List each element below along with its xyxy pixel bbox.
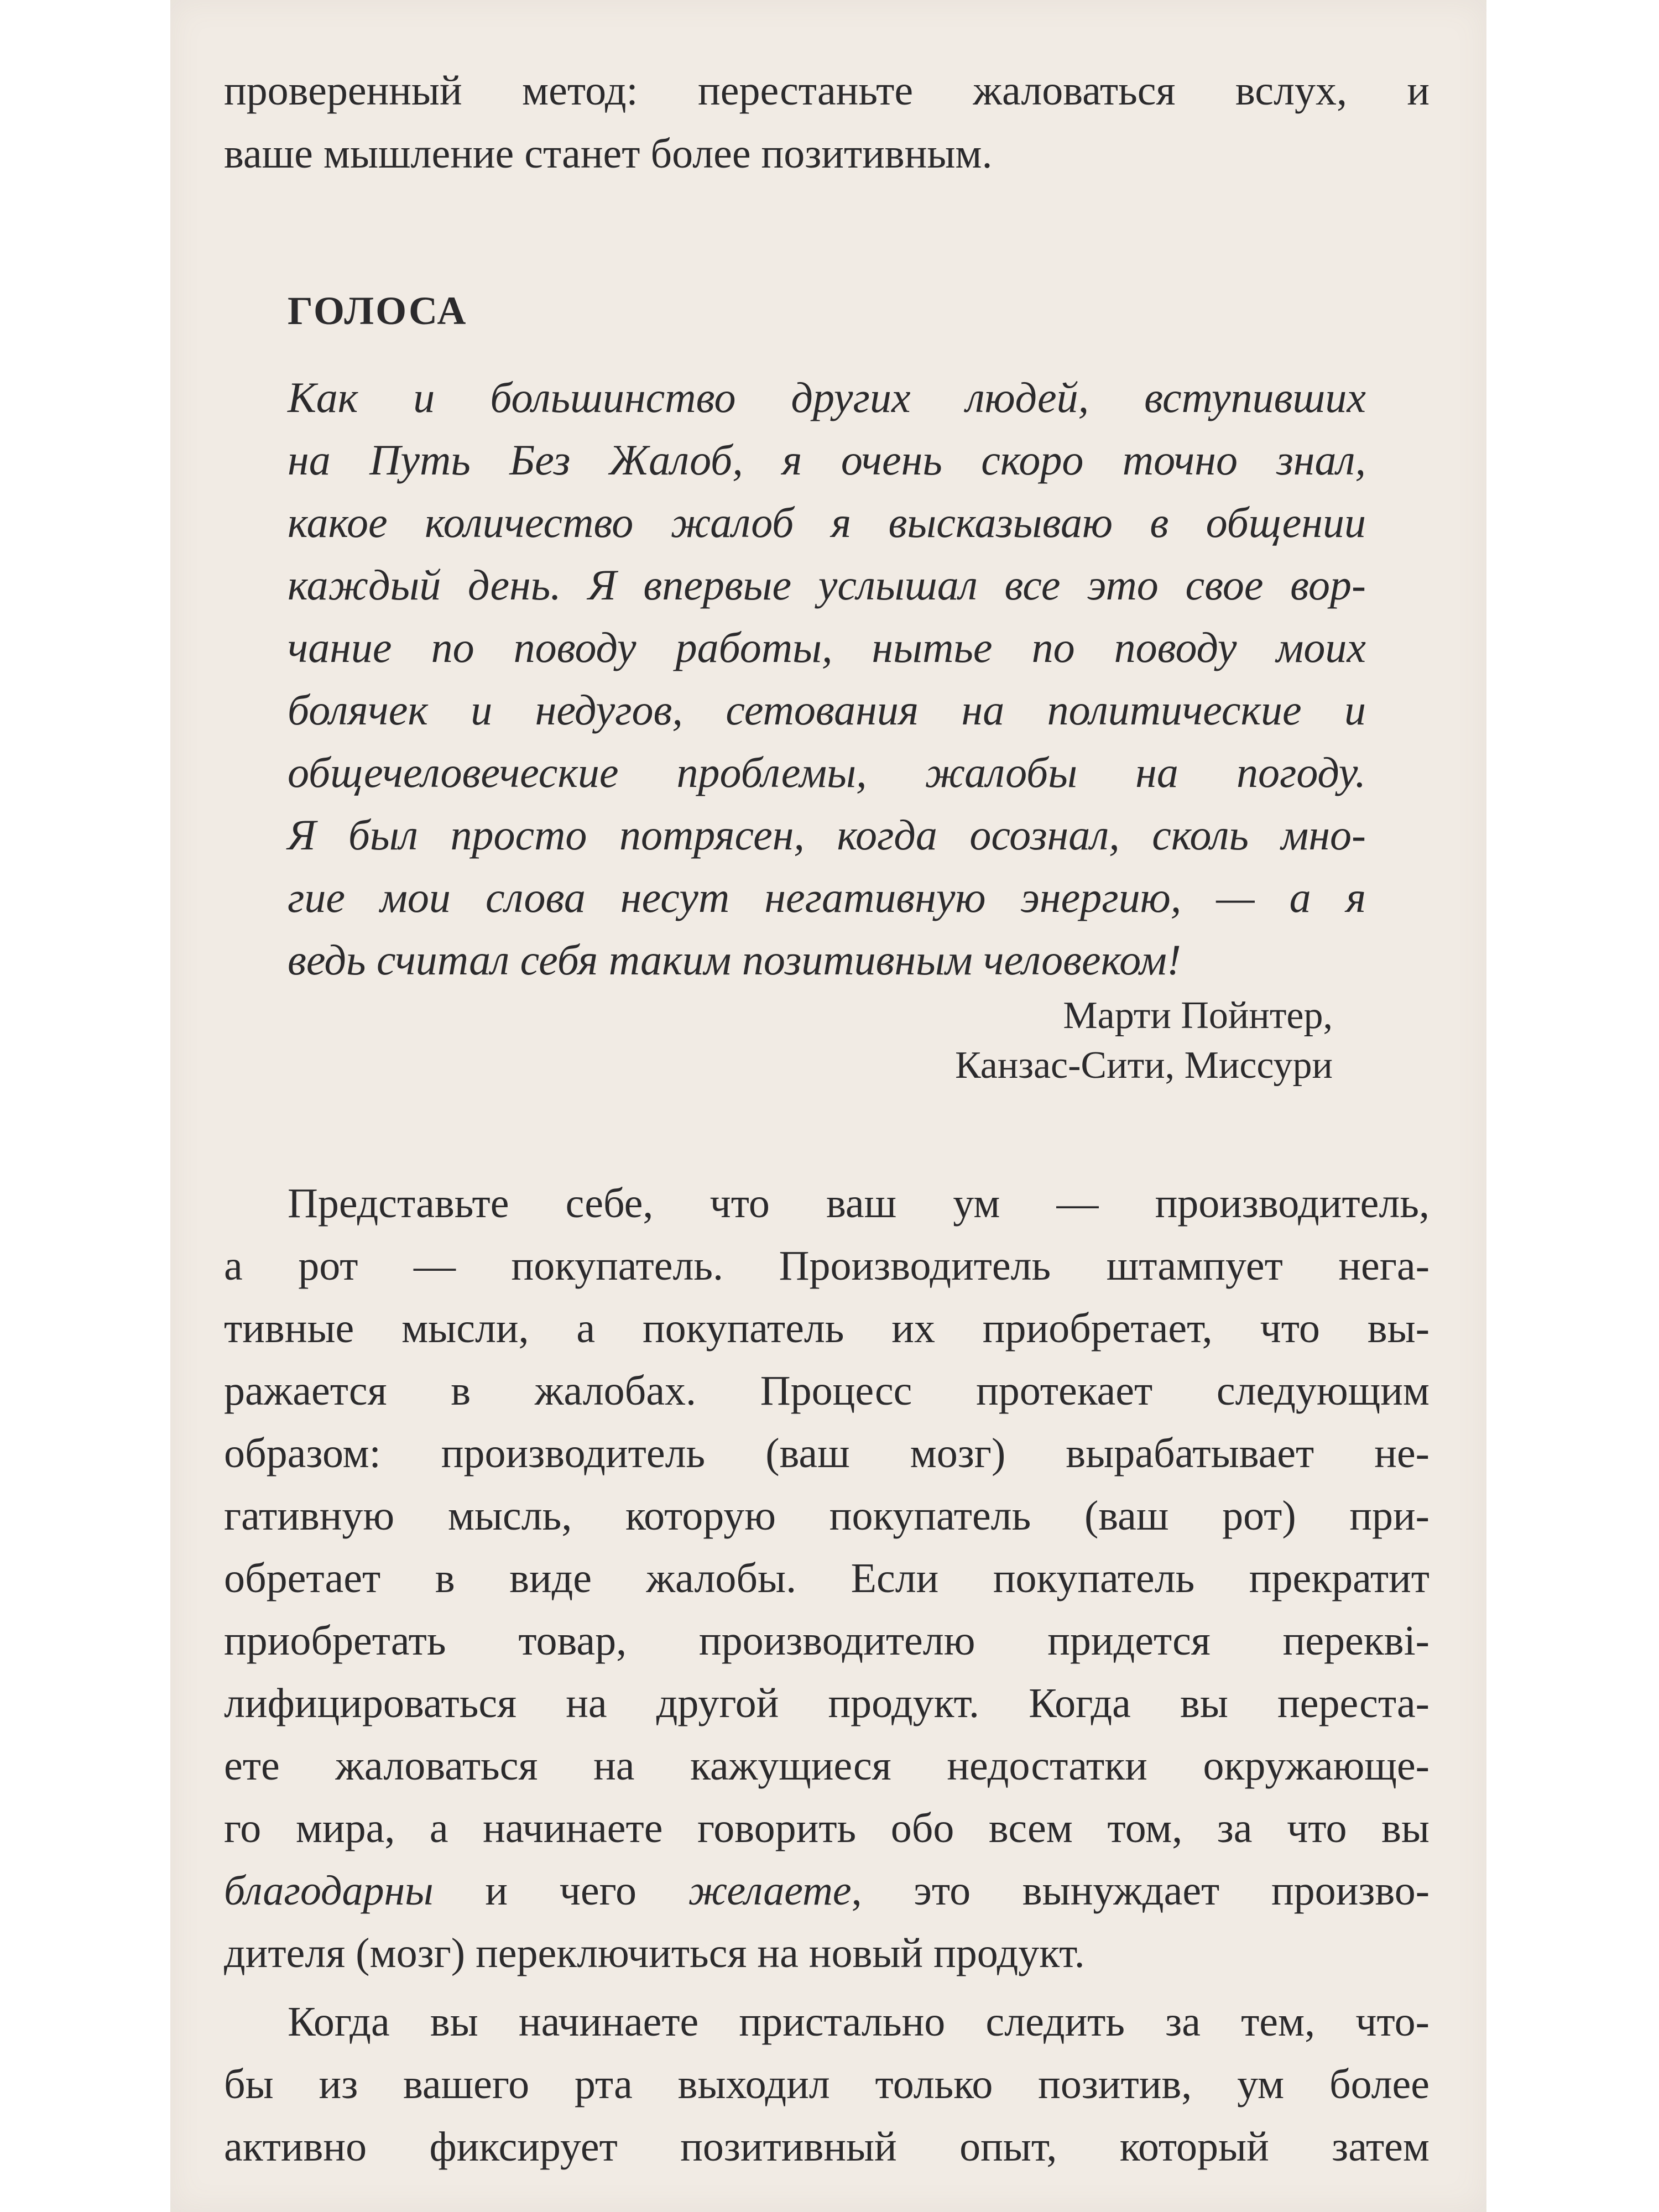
text-line: тивные мысли, а покупатель их приобретает, что вы- <box>224 1305 1430 1352</box>
text-line: проверенный метод: перестаньте жаловаться вслух, и <box>224 67 1430 114</box>
quote-line: Я был просто потрясен, когда осознал, сколь мно- <box>288 811 1366 859</box>
text-line: бы из вашего рта выходил только позитив, ум более <box>224 2061 1430 2107</box>
text-line: образом: производитель (ваш мозг) вырабатывает не- <box>224 1430 1430 1477</box>
text-line: дителя (мозг) переключиться на новый продукт. <box>224 1930 1085 1976</box>
quote-line: болячек и недугов, сетования на политические и <box>288 686 1366 734</box>
text-line: ваше мышление станет более позитивным. <box>224 131 993 177</box>
quote-line: гие мои слова несут негативную энергию, — а я <box>288 873 1366 921</box>
text-line: Представьте себе, что ваш ум — производитель, <box>288 1180 1430 1227</box>
attribution-name: Марти Пойнтер, <box>1063 994 1333 1037</box>
text-line: а рот — покупатель. Производитель штампует нега- <box>224 1243 1430 1289</box>
text-line: ете жаловаться на кажущиеся недостатки окружающе- <box>224 1743 1430 1789</box>
quote-line: общечеловеческие проблемы, жалобы на погоду. <box>288 748 1366 796</box>
quote-line: какое количество жалоб я высказываю в общении <box>288 498 1366 546</box>
quote-line: каждый день. Я впервые услышал все это свое вор- <box>288 561 1366 609</box>
attribution-place: Канзас-Сити, Миссури <box>955 1044 1333 1087</box>
quote-line: на Путь Без Жалоб, я очень скоро точно знал, <box>288 436 1366 484</box>
text-line: лифицироваться на другой продукт. Когда вы переста- <box>224 1680 1430 1726</box>
text-fragment: и чего <box>433 1867 688 1914</box>
text-line: гативную мысль, которую покупатель (ваш рот) при- <box>224 1493 1430 1539</box>
text-line: активно фиксирует позитивный опыт, который затем <box>224 2124 1430 2170</box>
quote-line: Как и большинство других людей, вступивших <box>288 373 1366 421</box>
emphasized-word: желаете <box>688 1867 852 1914</box>
quote-line: чание по поводу работы, нытье по поводу моих <box>288 623 1366 671</box>
text-line: ражается в жалобах. Процесс протекает следующим <box>224 1368 1430 1414</box>
quote-line: ведь считал себя таким позитивным человеком! <box>288 936 1181 984</box>
text-line: обретает в виде жалобы. Если покупатель прекратит <box>224 1555 1430 1601</box>
text-line: го мира, а начинаете говорить обо всем том, за что вы <box>224 1805 1430 1851</box>
text-line: приобретать товар, производителю придется перекві- <box>224 1618 1430 1664</box>
text-fragment: , это вынуждает произво- <box>851 1867 1430 1914</box>
sidebar-heading: ГОЛОСА <box>288 289 468 333</box>
text-line <box>224 1860 1430 1922</box>
emphasized-word: благодарны <box>224 1867 434 1914</box>
text-line: Когда вы начинаете пристально следить за тем, что- <box>288 1999 1430 2045</box>
